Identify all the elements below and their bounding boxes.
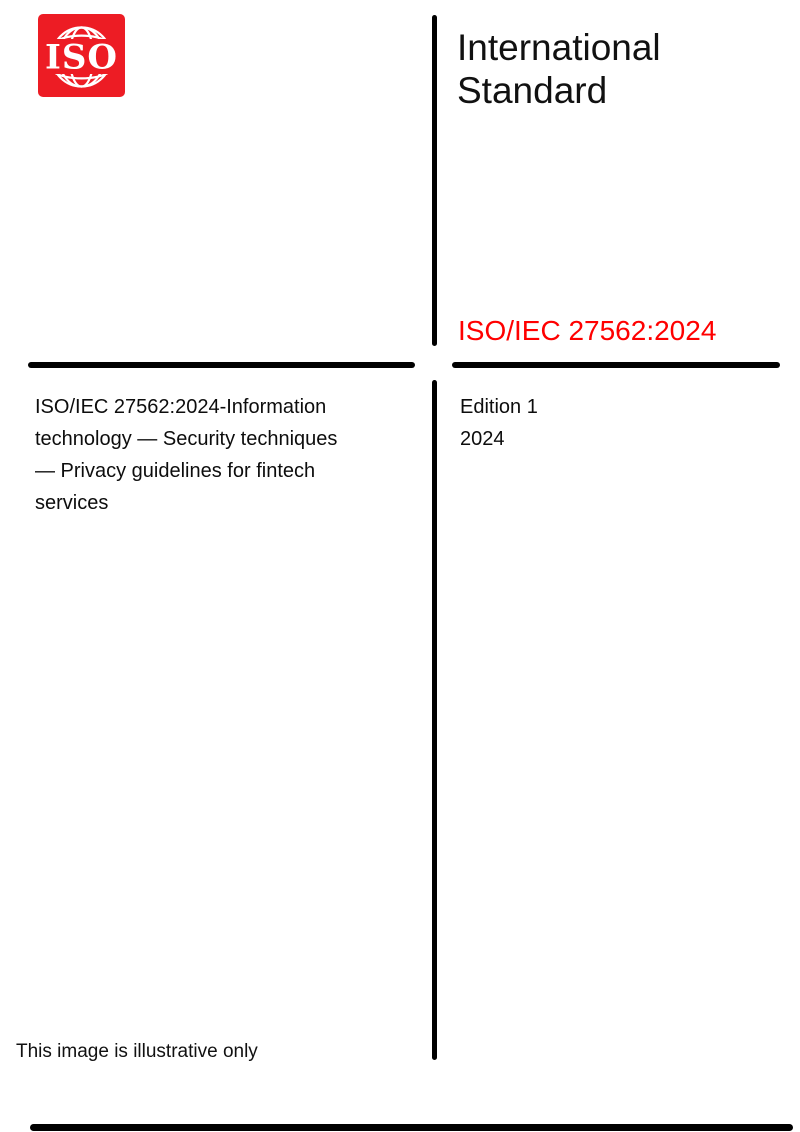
standard-full-title-line-4: services bbox=[35, 492, 109, 514]
illustrative-note: This image is illustrative only bbox=[16, 1041, 258, 1062]
iso-logo bbox=[38, 14, 125, 97]
edition-label: Edition 1 bbox=[460, 396, 538, 418]
center-vertical-rule-bottom bbox=[432, 380, 437, 1060]
bottom-horizontal-rule bbox=[30, 1124, 793, 1131]
standard-full-title-line-2: technology — Security techniques bbox=[35, 428, 338, 450]
edition-block bbox=[460, 391, 538, 455]
standard-full-title-line-1: ISO/IEC 27562:2024-Information bbox=[35, 396, 327, 418]
standard-full-title-line-3: — Privacy guidelines for fintech bbox=[35, 460, 316, 482]
right-horizontal-rule bbox=[452, 362, 780, 368]
standard-full-title bbox=[35, 391, 337, 519]
iso-logo-graphic bbox=[38, 14, 125, 97]
standard-reference: ISO/IEC 27562:2024 bbox=[458, 315, 717, 346]
iso-logo-text: ISO bbox=[44, 37, 119, 78]
edition-year: 2024 bbox=[460, 428, 505, 450]
left-horizontal-rule bbox=[28, 362, 415, 368]
page-title-line-1: International bbox=[457, 27, 661, 68]
page-title bbox=[457, 26, 661, 112]
center-vertical-rule-top bbox=[432, 15, 437, 346]
page-title-line-2: Standard bbox=[457, 70, 608, 111]
